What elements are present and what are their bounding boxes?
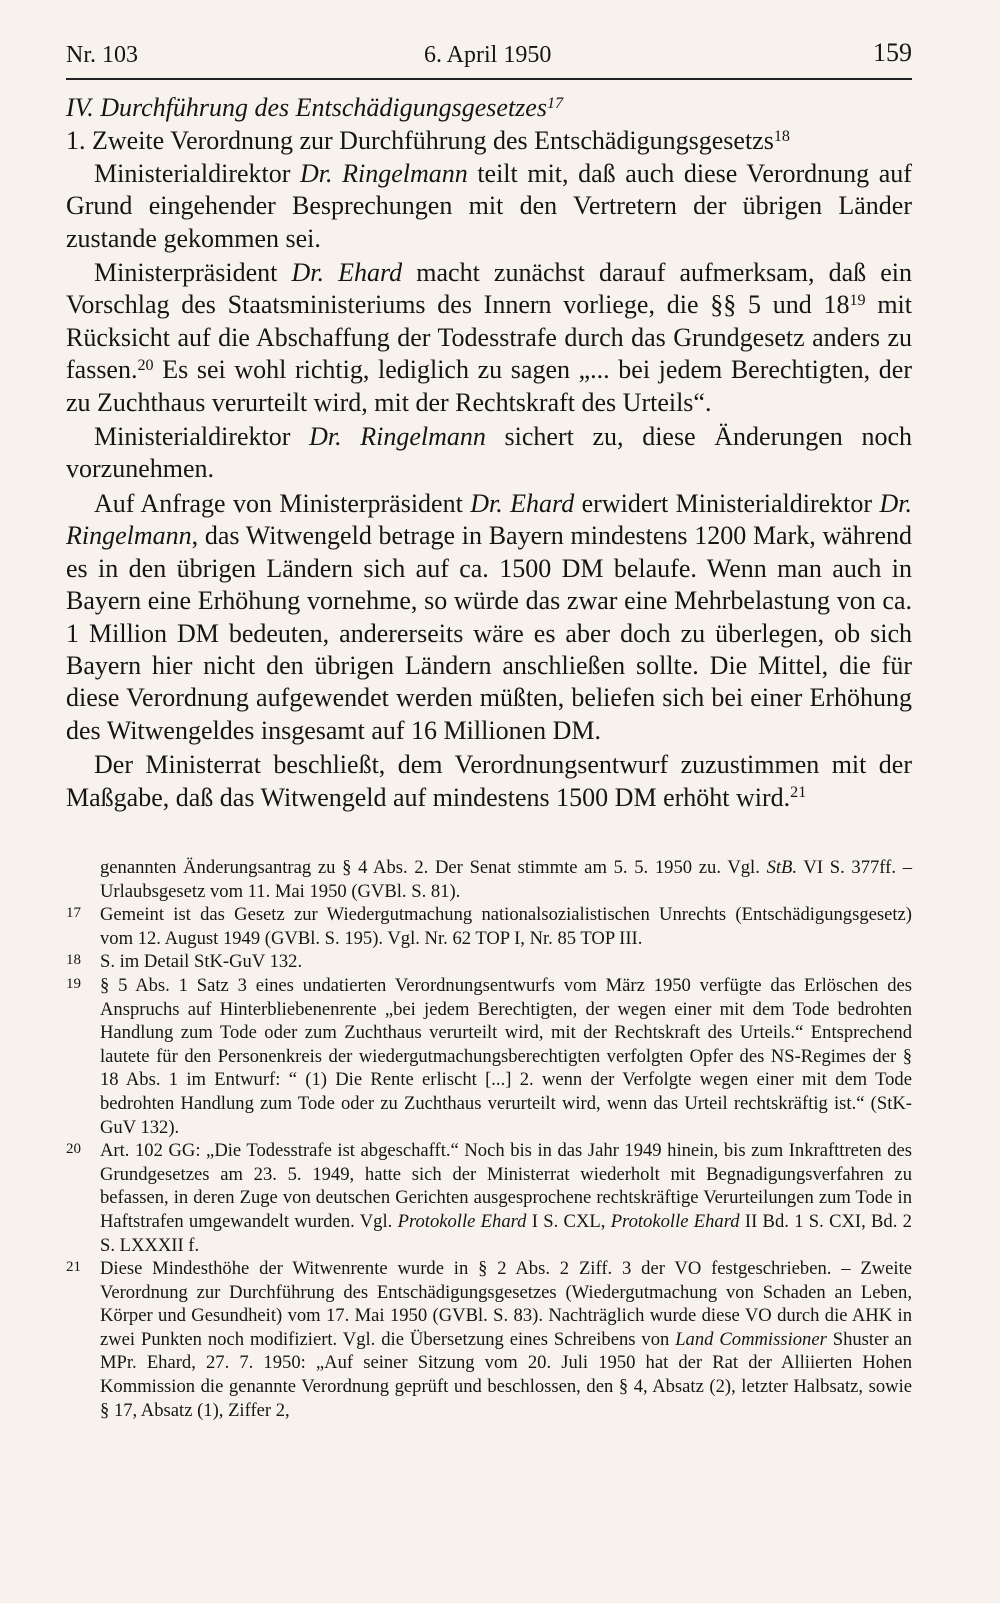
paragraph-text: , das Witwengeld betrage in Bayern mindestens 1200 Mark, während es in den übrigen Ländern sich auf ca. 1500 DM belaufe. Wenn man auch in Bayern eine Erhöhung vornehme, so würde das zwar eine Mehrbelastung von ca. 1 Million DM bedeuten, andererseits wäre es aber doch zu überlegen, ob sich Bayern hier nicht den übrigen Ländern anschließen sollte. Die Mittel, die für diese Verordnung aufgewendet werden müßten, beliefen sich bei einer Erhöhung des Witwengeldes insgesamt auf 16 Millionen DM. <box>66 521 912 745</box>
footnote-text: Art. 102 GG: „Die Todesstrafe ist abgeschafft.“ Noch bis in das Jahr 1949 hinein, bis zum Inkrafttreten des Grundgesetzes am 23. 5. 1949, hatte sich der Ministerrat wiederholt mit Begnadigungsverfahren zu befassen, in deren Zuge von deutschen Gerichten ausgesprochene rechtskräftige Verurteilungen zum Tode in Haftstrafen umgewandelt wurden. Vgl. <box>100 1140 912 1232</box>
session-date: 6. April 1950 <box>424 42 552 68</box>
page-number: 159 <box>873 38 912 67</box>
footnote-number: 21 <box>66 1259 81 1276</box>
footnote-citation: Land Commissioner <box>675 1328 827 1350</box>
footnote-number: 20 <box>66 1141 81 1158</box>
footnote-number: 18 <box>66 952 81 969</box>
footnotes <box>66 856 912 1422</box>
footnote-citation: Protokolle Ehard <box>610 1210 740 1232</box>
footnote-citation: StB. <box>766 857 798 878</box>
person-name: Dr. Ringelmann <box>299 158 468 188</box>
footnote-17 <box>66 903 912 950</box>
paragraph-text: erwidert Ministerialdirektor <box>574 488 880 518</box>
footnote-text: § 5 Abs. 1 Satz 3 eines undatierten Verordnungsentwurfs vom März 1950 verfügte das Erlöschen des Anspruchs auf Hinterbliebenenrente „bei jedem Berechtigten, der wegen einer mit dem Tode bedrohten Handlung zum Tode oder zum Zuchthaus verurteilt wird, mit der Rechtskraft des Urteils.“ Entsprechend lautete für den Personenkreis der wiedergutmachungsberechtigten verfolgten Opfer des NS-Regimes der § 18 Abs. 1 im Entwurf: “ (1) Die Rente erlischt [...] 2. wenn der Verfolgte wegen einer mit dem Tode bedrohten Handlung zum Tode oder zu Zuchthaus verurteilt wird, wenn das Urteil rechtskräftig ist.“ (StK-GuV 132). <box>100 974 912 1138</box>
paragraph-text: macht zunächst darauf aufmerksam, daß ein Vorschlag des Staatsministeriums des Innern vorliege, die §§ 5 und 18 <box>66 258 912 320</box>
paragraph-text: Ministerpräsident <box>94 258 292 288</box>
footnote-text: Shuster an MPr. Ehard, 27. 7. 1950: „Auf seiner Sitzung vom 20. Juli 1950 hat der Rat der Alliierten Hohen Kommission die genannte Verordnung geprüft und beschlossen, den § 4, Absatz (2), letzter Halbsatz, sowie § 17, Absatz (1), Ziffer 2, <box>100 1328 912 1421</box>
paragraph <box>66 749 912 814</box>
header-rule <box>66 78 912 80</box>
paragraph <box>66 488 912 747</box>
footnote-text: genannten Änderungsantrag zu § 4 Abs. 2. Der Senat stimmte am 5. 5. 1950 zu. Vgl. <box>100 857 767 878</box>
person-name: Dr. Ehard <box>291 258 403 288</box>
footnote-text: II Bd. 1 S. CXI, Bd. 2 S. LXXXII f. <box>100 1210 912 1256</box>
paragraph-text: mit Rücksicht auf die Abschaffung der Todesstrafe durch das Grundgesetz anders zu fassen. <box>66 290 912 385</box>
person-name: Dr. Ringelmann <box>309 422 486 452</box>
footnote-ref[interactable]: 20 <box>137 357 154 375</box>
footnote-20 <box>66 1139 912 1257</box>
footnote-text: S. im Detail StK-GuV 132. <box>100 951 303 973</box>
paragraph <box>66 421 912 486</box>
footnote-citation: Protokolle Ehard <box>397 1210 527 1232</box>
footnote-ref[interactable]: 21 <box>790 784 807 802</box>
footnote-text: Gemeint ist das Gesetz zur Wiedergutmachung nationalsozialistischen Unrechts (Entschädigungsgesetz) vom 12. August 1949 (GVBl. S. 195). Vgl. Nr. 62 TOP I, Nr. 85 TOP III. <box>100 904 912 949</box>
paragraph <box>66 257 912 419</box>
footnote-21 <box>66 1257 912 1422</box>
section-heading-text: IV. Durchführung des Entschädigungsgesetzes <box>66 93 547 122</box>
person-name: Dr. Ringelmann <box>66 488 912 551</box>
footnote-19 <box>66 974 912 1139</box>
running-header <box>66 38 912 74</box>
agenda-item-title <box>66 125 912 157</box>
paragraph-text: Der Ministerrat beschließt, dem Verordnungsentwurf zuzustimmen mit der Maßgabe, daß das Witwengeld auf mindestens 1500 DM erhöht wird. <box>66 750 912 812</box>
footnote-continuation <box>66 856 912 903</box>
footnote-text: I S. CXL, <box>526 1210 611 1232</box>
footnote-number: 19 <box>66 975 81 992</box>
section-heading <box>66 92 912 124</box>
paragraph-text: Ministerialdirektor <box>94 422 310 452</box>
paragraph-text: sichert zu, diese Änderungen noch vorzunehmen. <box>66 422 912 484</box>
document-number: Nr. 103 <box>66 42 138 68</box>
footnote-18 <box>66 950 912 974</box>
paragraph-text: Ministerialdirektor <box>94 158 300 188</box>
main-text <box>66 92 912 814</box>
paragraph <box>66 158 912 255</box>
footnote-ref[interactable]: 19 <box>849 292 866 310</box>
paragraph-text: Auf Anfrage von Ministerpräsident <box>94 488 471 518</box>
paragraph-text: teilt mit, daß auch diese Verordnung auf Grund eingehender Besprechungen mit den Vertretern der übrigen Länder zustande gekommen sei. <box>66 158 912 253</box>
footnote-number: 17 <box>66 905 81 922</box>
person-name: Dr. Ehard <box>470 488 575 518</box>
agenda-item-title-text: 1. Zweite Verordnung zur Durchführung des Entschädigungsgesetzs <box>66 126 774 156</box>
paragraph-text: Es sei wohl richtig, lediglich zu sagen „... bei jedem Berechtigten, der zu Zuchthaus verurteilt wird, mit der Rechtskraft des Urteils“. <box>66 355 912 417</box>
footnote-text: Diese Mindesthöhe der Witwenrente wurde in § 2 Abs. 2 Ziff. 3 der VO festgeschrieben. – Zweite Verordnung zur Durchführung des Entschädigungsgesetzes (Wiedergutmachung von Schaden an Leben, Körper und Gesundheit) vom 17. Mai 1950 (GVBl. S. 83). Nachträglich wurde diese VO durch die AHK in zwei Punkten noch modifiziert. Vgl. die Übersetzung eines Schreibens von <box>100 1258 912 1350</box>
footnote-text: VI S. 377ff. – Urlaubsgesetz vom 11. Mai 1950 (GVBl. S. 81). <box>100 857 912 902</box>
footnote-ref[interactable]: 17 <box>546 94 564 112</box>
footnote-ref[interactable]: 18 <box>773 128 790 146</box>
